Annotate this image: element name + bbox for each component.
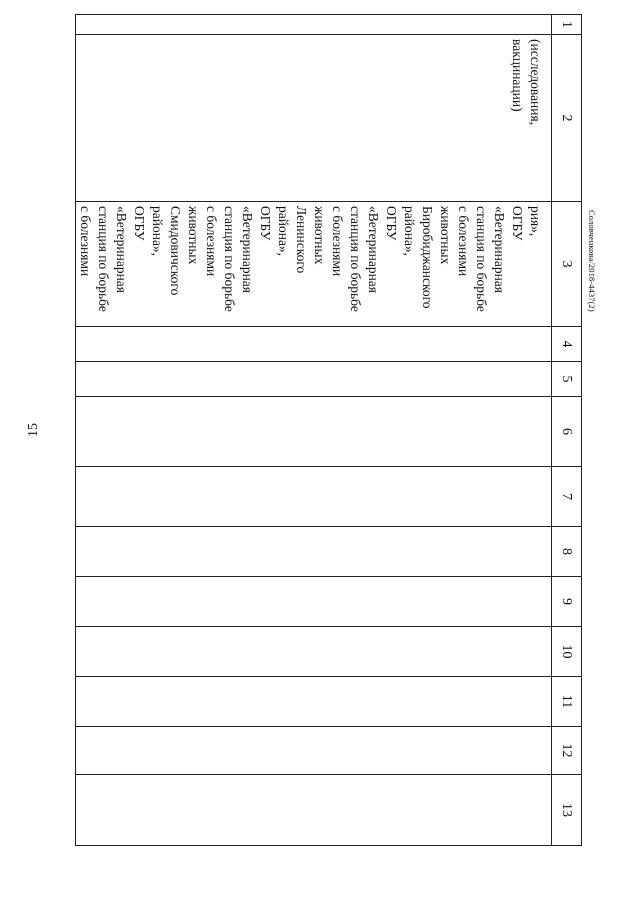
- column-header: 5: [552, 362, 582, 397]
- column-header: 8: [552, 527, 582, 577]
- table-cell: [76, 677, 552, 727]
- table-cell: [76, 15, 552, 35]
- column-header: 7: [552, 467, 582, 527]
- table-row: [76, 15, 552, 846]
- table-cell: [76, 727, 552, 775]
- table-cell: [76, 397, 552, 467]
- column-header: 6: [552, 397, 582, 467]
- column-header: 9: [552, 577, 582, 627]
- table-cell: [76, 467, 552, 527]
- column-header: 4: [552, 327, 582, 362]
- table-cell: [76, 527, 552, 577]
- table-cell-executors: рия», ОГБУ «Ветеринарная станция по борьбе с болезнями животных Биробиджанского района», ОГБУ «Ветеринарная станция по борьбе с болезнями животных Ленинского района», ОГБУ «Ветеринарная станция по борьбе с болезнями животных Смидовичского района», ОГБУ «Ветеринарная станция по борьбе с болезнями: [76, 202, 552, 327]
- column-header: 10: [552, 627, 582, 677]
- rotated-table-container: [78, 14, 582, 845]
- table-cell: [76, 775, 552, 846]
- footer-document-code: Соловченкова/2018-4437(2): [587, 210, 597, 312]
- table-cell-activity: (исследования, вакцинации): [76, 35, 552, 202]
- column-header: 12: [552, 727, 582, 775]
- column-header: 11: [552, 677, 582, 727]
- table-cell: [76, 362, 552, 397]
- column-header: 13: [552, 775, 582, 846]
- table-cell: [76, 627, 552, 677]
- table-cell: [76, 327, 552, 362]
- column-header: 2: [552, 35, 582, 202]
- column-header: 3: [552, 202, 582, 327]
- plan-table: [75, 14, 582, 846]
- table-cell: [76, 577, 552, 627]
- page-number: 15: [26, 423, 41, 437]
- table-header-row: [552, 15, 582, 846]
- column-header: 1: [552, 15, 582, 35]
